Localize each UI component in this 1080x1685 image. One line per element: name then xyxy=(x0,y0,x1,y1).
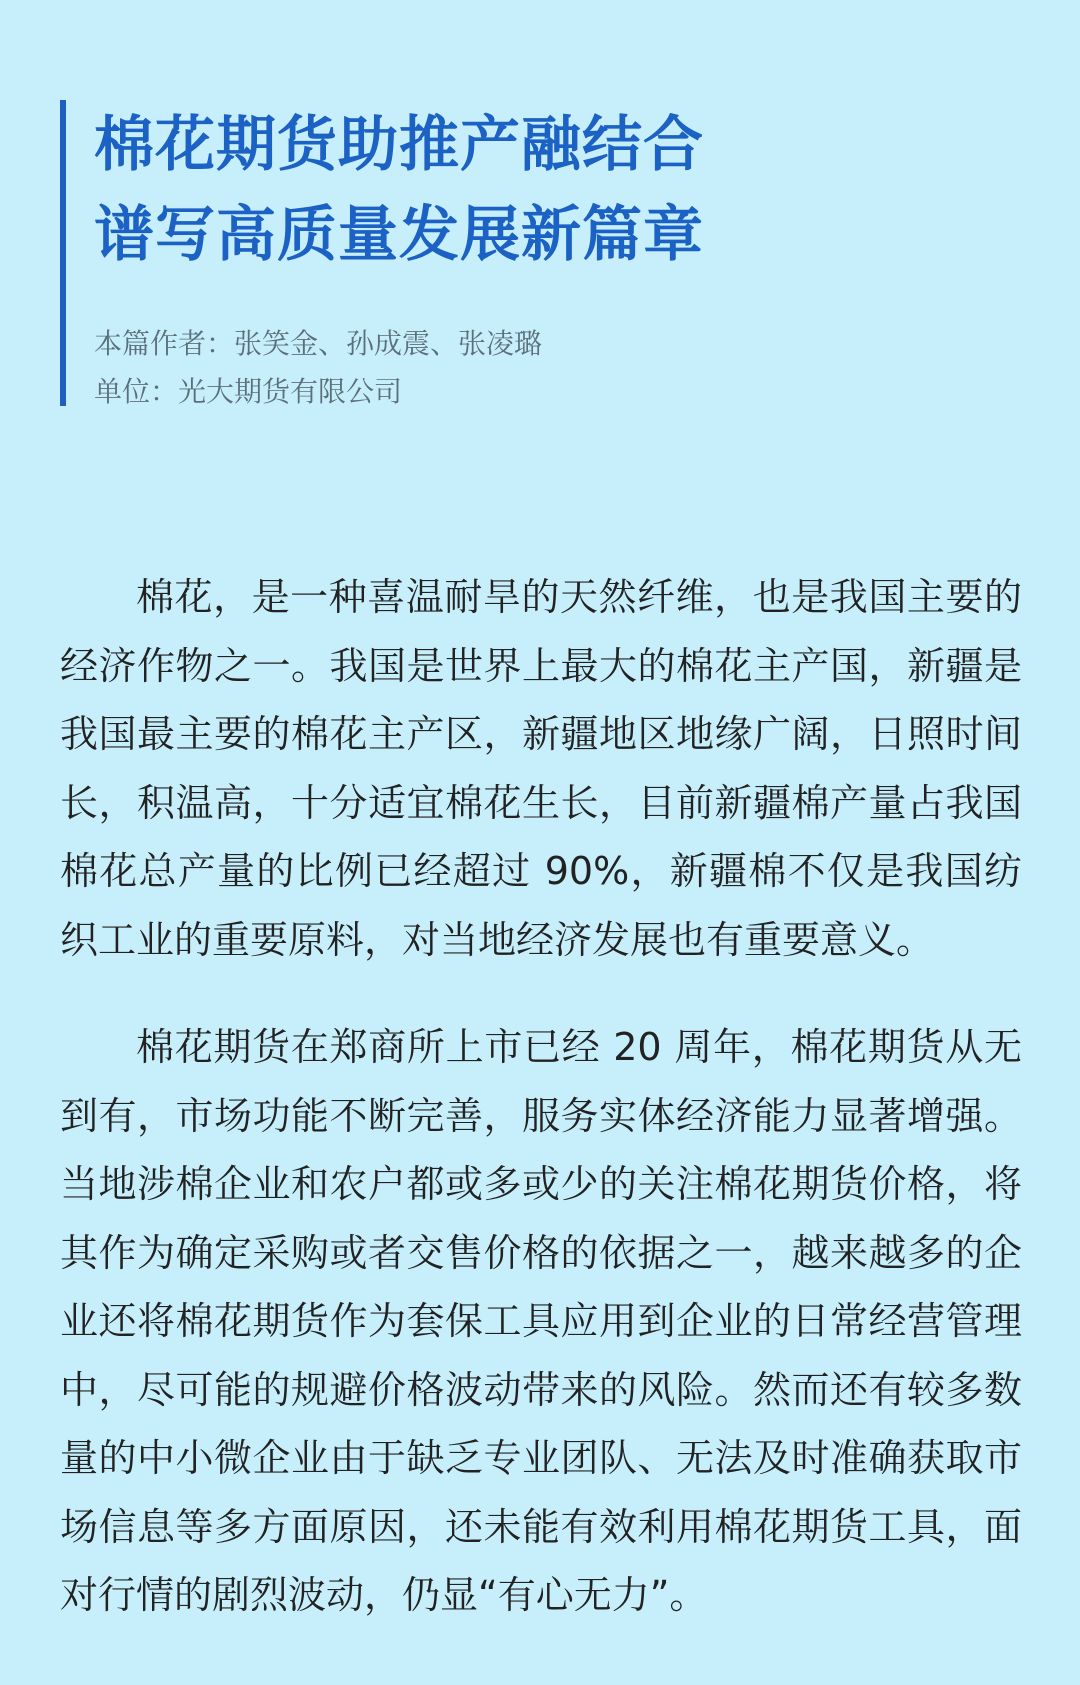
paragraph-1: 棉花，是一种喜温耐旱的天然纤维，也是我国主要的经济作物之一。我国是世界上最大的棉花主产国，新疆是我国最主要的棉花主产区，新疆地区地缘广阔，日照时间长，积温高，十分适宜棉花生长，目前新疆棉产量占我国棉花总产量的比例已经超过 90%，新疆棉不仅是我国纺织工业的重要原料，对当地经济发展也有重要意义。 xyxy=(60,575,1022,962)
title-line-2: 谱写高质量发展新篇章 xyxy=(94,200,704,270)
unit-line: 单位：光大期货有限公司 xyxy=(94,375,403,408)
article-body xyxy=(60,563,1022,1630)
paragraph-2: 棉花期货在郑商所上市已经 20 周年，棉花期货从无到有，市场功能不断完善，服务实体经济能力显著增强。当地涉棉企业和农户都或多或少的关注棉花期货价格，将其作为确定采购或者交售价格的依据之一，越来越多的企业还将棉花期货作为套保工具应用到企业的日常经营管理中，尽可能的规避价格波动带来的风险。然而还有较多数量的中小微企业由于缺乏专业团队、无法及时准确获取市场信息等多方面原因，还未能有效利用棉花期货工具，面对行情的剧烈波动，仍显“有心无力”。 xyxy=(60,1025,1022,1617)
article-meta xyxy=(94,320,994,416)
article-header xyxy=(60,100,1020,406)
title-line-1: 棉花期货助推产融结合 xyxy=(94,110,704,180)
article-title xyxy=(94,100,994,280)
author-line: 本篇作者：张笑金、孙成震、张凌璐 xyxy=(94,327,543,360)
accent-bar xyxy=(60,100,66,406)
